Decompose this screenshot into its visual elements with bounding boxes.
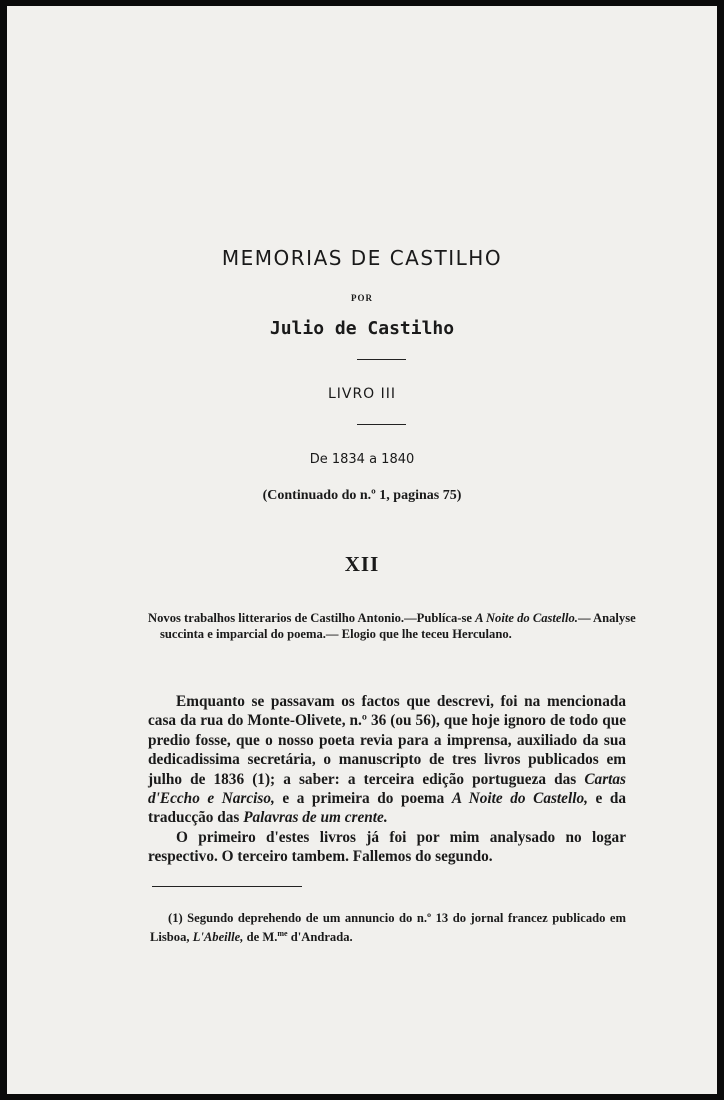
body-text — [148, 692, 626, 867]
book-title: MEMORIAS DE CASTILHO — [221, 246, 503, 270]
paragraph: Emquanto se passavam os factos que descrevi, foi na mencionada casa da rua do Monte-Olivete, n.º 36 (ou 56), que hoje ignoro de todo que predio fosse, que o nosso poeta revia para a imprensa, auxiliado da sua dedicadissima secretária, o manuscripto de tres livros publicados em julho de 1836 (1); a saber: a terceira edição portugueza das Cartas d'Eccho e Narciso, e a primeira do poema A Noite do Castello, e da traducção das Palavras de um crente. — [148, 693, 626, 827]
book-page — [7, 6, 717, 1094]
chapter-summary: Novos trabalhos litterarios de Castilho Antonio.—Publíca-se A Noite do Castello.— Analyse succinta e imparcial do poema.— Elogio que lhe teceu Herculano. — [148, 611, 636, 641]
continuation-note: (Continuado do n.º 1, paginas 75) — [262, 488, 462, 503]
divider-rule — [357, 424, 406, 425]
footnote: (1) Segundo deprehendo de um annuncio do n.º 13 do jornal francez publicado em Lisboa, L'Abeille, de M.$^{me}$ d'Andrada. — [150, 911, 626, 944]
date-range: De 1834 a 1840 — [309, 452, 415, 467]
chapter-number: XII — [344, 552, 380, 576]
livro-label: LIVRO III — [327, 386, 397, 402]
author-name: Julio de Castilho — [269, 318, 455, 339]
paragraph: O primeiro d'estes livros já foi por mim analysado no logar respectivo. O terceiro tambem. Fallemos do segundo. — [148, 828, 626, 866]
por-label: POR — [351, 293, 373, 303]
footnote-rule — [152, 886, 302, 887]
divider-rule — [357, 359, 406, 360]
